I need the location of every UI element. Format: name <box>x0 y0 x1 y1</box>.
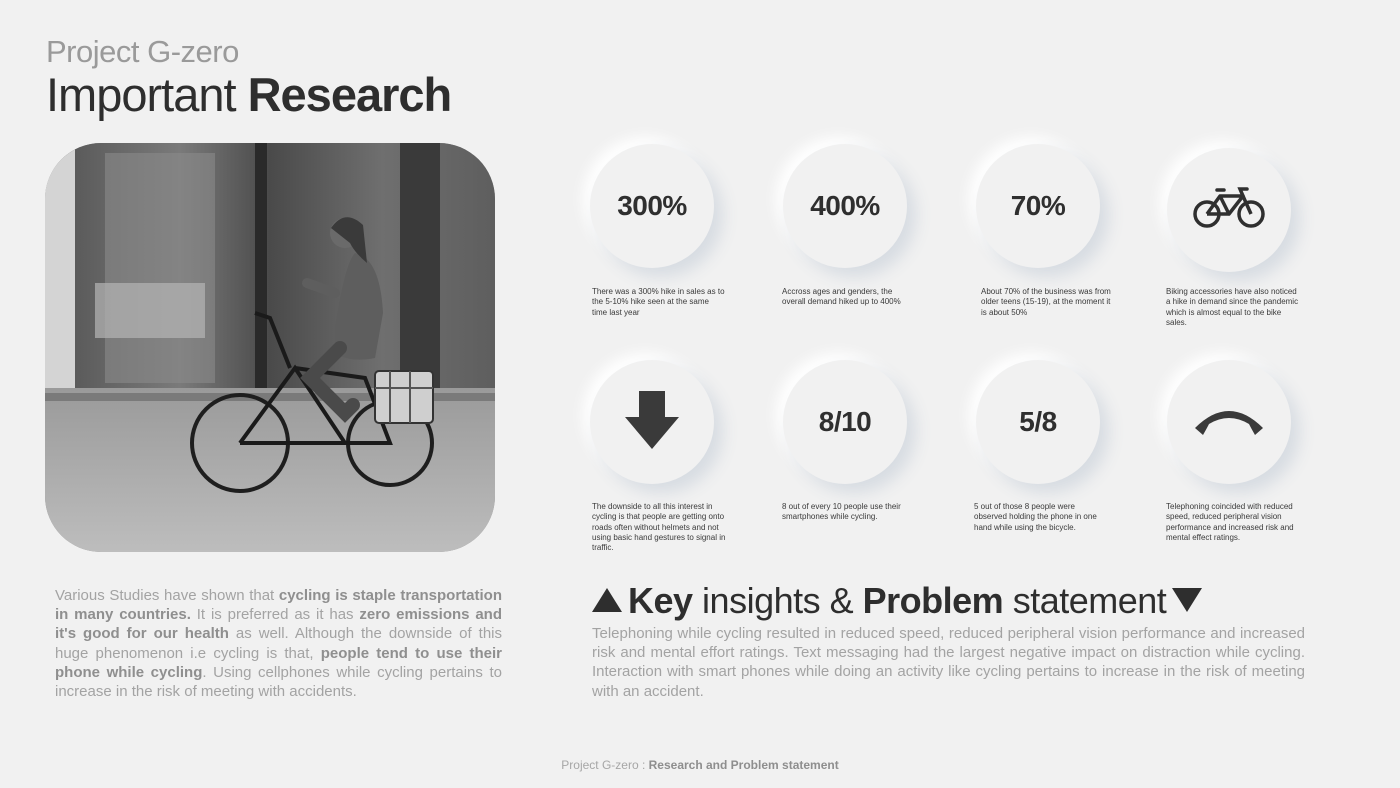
stat-caption: 8 out of every 10 people use their smartphones while cycling. <box>782 502 901 522</box>
project-name: Project G-zero <box>46 34 239 69</box>
stat-value: 300% <box>617 190 687 221</box>
insights-title-problem: Problem <box>862 580 1004 621</box>
stat-value: 8/10 <box>818 406 872 437</box>
stat-circle-accessories <box>1167 148 1291 272</box>
stat-caption: 5 out of those 8 people were observed holding the phone in one hand while using the bicycle. <box>974 502 1097 532</box>
stat-caption: Telephoning coincided with reduced speed, reduced peripheral vision performance and increased risk and mental effect ratings. <box>1166 502 1294 542</box>
stat-caption: About 70% of the business was from older teens (15-19), at the moment it is about 50% <box>981 287 1111 317</box>
summary-highlight-3: people tend to use their phone while cycling <box>55 644 502 681</box>
stat-value: 70% <box>1010 190 1066 221</box>
cyclist-photo <box>45 143 495 552</box>
stat-circle-sales-hike <box>590 144 714 268</box>
stat-value: 400% <box>810 190 880 221</box>
summary-part-3: as well. Although the downside of this huge phenomenon i.e cycling is that, <box>55 625 502 662</box>
triangle-up-icon <box>592 588 622 612</box>
stat-circle-teens <box>976 144 1100 268</box>
research-summary-text <box>55 586 502 701</box>
bicycle-icon <box>1193 186 1265 235</box>
triangle-down-icon <box>1172 588 1202 612</box>
summary-part-1: Various Studies have shown that <box>55 587 279 604</box>
stat-value: 5/8 <box>1019 406 1057 437</box>
stat-caption: There was a 300% hike in sales as to the 5-10% hike seen at the same time last year <box>592 287 725 317</box>
stat-circle-telephoning <box>1167 360 1291 484</box>
insights-title-end: statement <box>1003 580 1167 621</box>
stat-circle-downside <box>590 360 714 484</box>
insights-title-mid: insights & <box>692 580 863 621</box>
summary-part-4: . Using cellphones while cycling pertains to increase in the risk of meeting with accidents. <box>55 663 502 701</box>
stat-circle-one-hand <box>976 360 1100 484</box>
summary-highlight-1: cycling is staple transportation in many countries. <box>55 587 502 624</box>
footer-section: Research and Problem statement <box>648 758 839 772</box>
arrow-down-icon <box>623 389 681 456</box>
stat-caption: Accross ages and genders, the overall demand hiked up to 400% <box>782 287 901 307</box>
footer <box>0 758 1400 772</box>
summary-highlight-2: zero emissions and it's good for our health <box>55 606 502 643</box>
page-title-light: Important <box>46 68 248 121</box>
insights-title <box>592 580 1202 622</box>
phone-handset-icon <box>1191 402 1267 443</box>
problem-statement-text: Telephoning while cycling resulted in reduced speed, reduced peripheral vision performance and increased risk and mental effort ratings. Text messaging had the largest negative impact on distraction while cycling. Interaction with smart phones while doing an activity like cycling pertains to increase in the risk of meeting with an accident. <box>592 625 1305 700</box>
insights-title-key: Key <box>628 580 693 621</box>
summary-part-2: It is preferred as it has <box>190 606 360 624</box>
page-title-bold: Research <box>247 68 452 121</box>
header <box>46 34 451 120</box>
stat-circle-smartphone-use <box>783 360 907 484</box>
stat-caption: The downside to all this interest in cycling is that people are getting onto roads often without helmets and not using basic hand gestures to signal in traffic. <box>592 502 726 553</box>
footer-project: Project G-zero : <box>561 758 649 772</box>
stat-circle-demand <box>783 144 907 268</box>
stat-caption: Biking accessories have also noticed a hike in demand since the pandemic which is almost equal to the bike sales. <box>1166 287 1299 327</box>
page-title <box>46 70 451 120</box>
